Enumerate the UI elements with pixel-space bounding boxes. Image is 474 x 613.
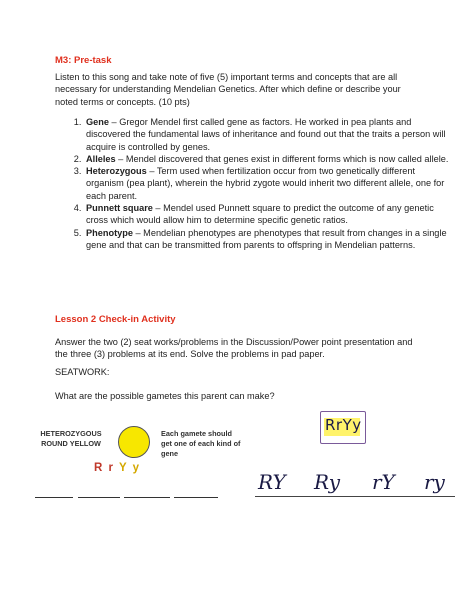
- handwritten-gamete: rY: [372, 470, 395, 494]
- term-name: Alleles: [86, 153, 116, 164]
- handwritten-gamete: ry: [424, 470, 445, 494]
- term-definition: – Mendel discovered that genes exist in different forms which is now called allele.: [115, 153, 449, 164]
- allele-r: r: [108, 462, 115, 474]
- answer-blank: [78, 497, 120, 498]
- term-item: [84, 202, 454, 227]
- pretask-instructions: Listen to this song and take note of five (5) important terms and concepts that are all necessary for understanding Mendelian Genetics. After which define or describe your noted terms or concepts. (10 pts): [55, 72, 401, 107]
- term-item: [84, 116, 454, 153]
- term-item: [84, 153, 454, 165]
- yellow-pea-icon: [118, 426, 150, 458]
- term-name: Heterozygous: [86, 166, 147, 177]
- parent-phenotype-label: [38, 429, 104, 449]
- terms-list: [55, 116, 454, 251]
- parent-label-line2: ROUND YELLOW: [41, 439, 101, 448]
- allele-y: y: [132, 462, 141, 474]
- allele-Y: Y: [119, 462, 128, 474]
- handwritten-genotype: RrYy: [325, 416, 362, 434]
- term-definition: – Term used when fertilization occur from two genetically different organism (pea plant), wherein the hybrid zygote would inherit two different allele, one for each parent.: [86, 166, 445, 201]
- term-name: Gene: [86, 117, 109, 127]
- term-name: Phenotype: [86, 227, 133, 238]
- term-name: Punnett square: [86, 203, 153, 214]
- pretask-heading: M3: Pre-task: [55, 55, 112, 66]
- term-item: [84, 227, 454, 252]
- parent-label-line1: HETEROZYGOUS: [40, 429, 102, 438]
- term-definition: – Gregor Mendel first called gene as factors. He worked in pea plants and discovered the fundamental laws of inheritance and found out that the traits a person will acquire is controlled by genes.: [86, 117, 446, 152]
- lesson-heading: Lesson 2 Check-in Activity: [55, 314, 176, 325]
- seatwork-question: What are the possible gametes this parent can make?: [55, 391, 275, 401]
- parent-genotype: [94, 462, 141, 474]
- answer-blank: [124, 497, 170, 498]
- handwritten-underline: [255, 496, 455, 497]
- term-definition: – Mendel used Punnett square to predict the outcome of any genetic cross which would allow him to determine specific genetic ratios.: [86, 203, 434, 226]
- term-item: [84, 165, 454, 202]
- term-definition: – Mendelian phenotypes are phenotypes that result from changes in a single gene and that can be transmitted from parents to offspring in Mendelian patterns.: [86, 227, 447, 250]
- answer-blank: [35, 497, 73, 498]
- seatwork-label: SEATWORK:: [55, 367, 110, 377]
- answer-blank: [174, 497, 218, 498]
- handwritten-genotype-box: [320, 411, 366, 444]
- lesson-instructions: Answer the two (2) seat works/problems in the Discussion/Power point presentation and the three (3) problems at its end. Solve the problems in pad paper.: [55, 337, 413, 360]
- allele-R: R: [94, 462, 104, 474]
- handwritten-gamete: Ry: [314, 470, 341, 494]
- gamete-note: Each gamete should get one of each kind of gene: [161, 429, 241, 458]
- handwritten-gamete: RY: [258, 470, 286, 494]
